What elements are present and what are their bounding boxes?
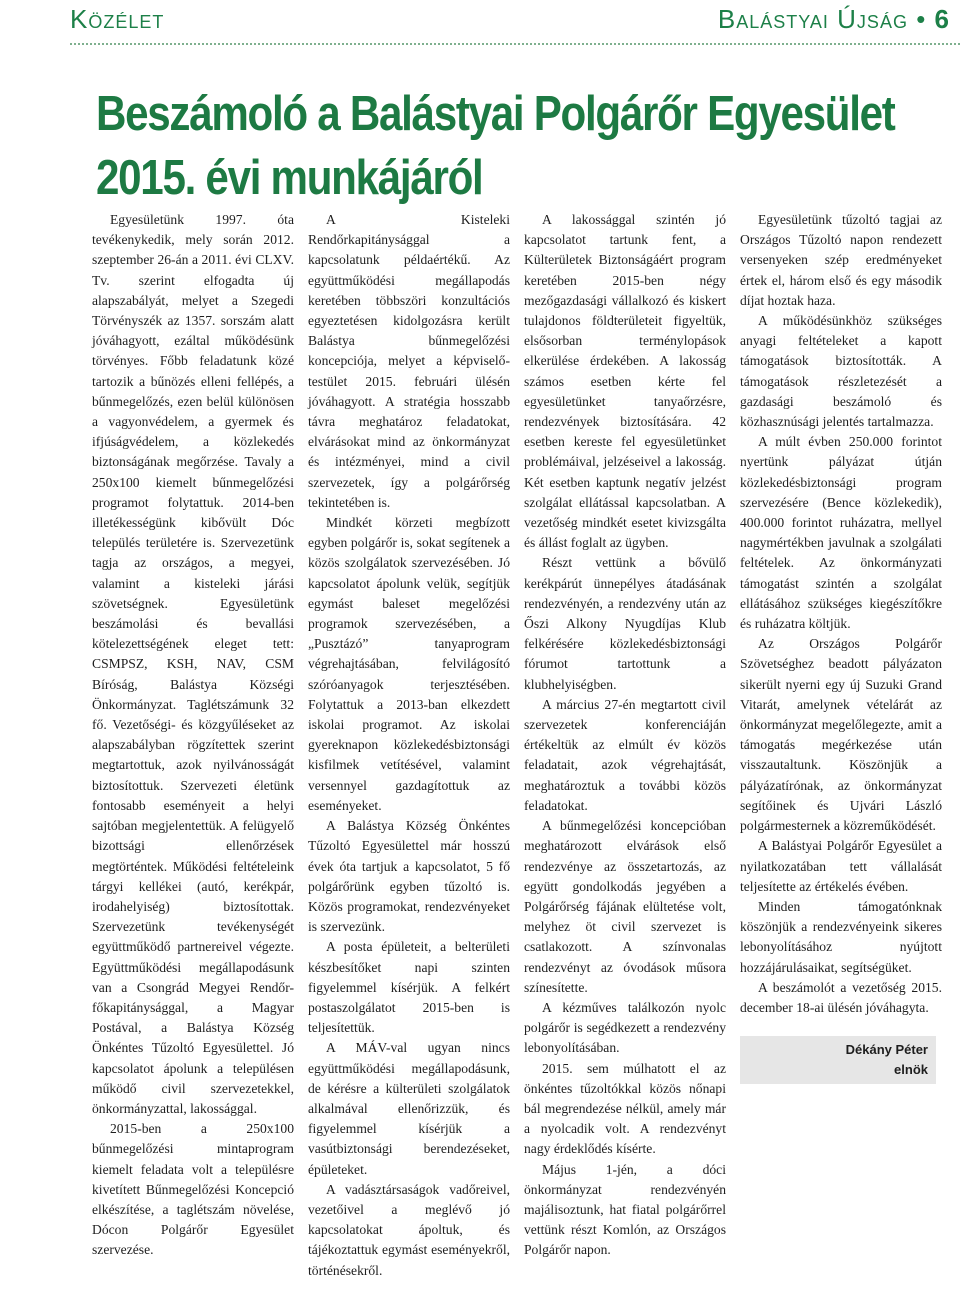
paragraph: 2015. sem múlhatott el az önkéntes tűzoltókkal közös nőnapi bál megrendezése nélkül, amely már a nyolcadik volt. A rendezvényt nagy érdeklődés kísérte.	[524, 1060, 726, 1157]
signature-role: elnök	[894, 1062, 928, 1078]
signature-box	[740, 1036, 936, 1084]
paragraph: A bűnmegelőzési koncepcióban meghatározott elvárások első rendezvénye az összetartozás, az együtt gondolkodás jegyében a Polgárőrség fájának elültetése volt, melyhez öt civil szervezet is csatlakozott. A színvonalas rendezvényt az óvodások műsora színesítette.	[524, 818, 726, 995]
signature-name: Dékány Péter	[845, 1042, 928, 1058]
paragraph: A Balástyai Polgárőr Egyesület a nyilatkozatában tett vállalását teljesítette az értékelés évében.	[740, 838, 942, 894]
paragraph: A működésünkhöz szükséges anyagi feltételeket a kapott támogatások biztosították. A támogatások részletezését a gazdasági beszámoló és közhasznúsági jelentés tartalmazza.	[740, 313, 942, 430]
header-rule	[70, 43, 960, 45]
paragraph: A posta épületeit, a belterületi készbesítőket napi szinten figyelemmel kísérjük. A felkért postaszolgálatot 2015-ben is teljesítettük.	[308, 939, 510, 1036]
paragraph: A beszámolót a vezetőség 2015. december 18-ai ülésén jóváhagyta.	[740, 979, 942, 1015]
paragraph: A március 27-én megtartott civil szervezetek konferenciáján értékeltük az elmúlt év közös feladatait, azok végrehajtását, meghatároztuk a további közös feladatokat.	[524, 696, 726, 813]
paragraph: 2015-ben a 250x100 bűnmegelőzési mintaprogram kiemelt feladata volt a településre kivetített Bűnmegelőzési Koncepció elkészítése, a taglétszám növelése, Dócon Polgárőr Egyesület szervezése.	[92, 1121, 294, 1258]
article-title-line-2: 2015. évi munkájáról	[96, 151, 483, 205]
paragraph: Minden támogatónknak köszönjük a rendezvényeink sikeres lebonyolításához nyújtott hozzájárulásaikat, segítségüket.	[740, 898, 942, 975]
paragraph: Egyesületünk 1997. óta tevékenykedik, mely során 2012. szeptember 26-án a 2011. évi CLXV. Tv. szerint elfogadta új alapszabályát, melyet a Szegedi Törvényszék az 1357. sorszám alatt jóváhagyott, ezáltal működésünk törvényes. Főbb feladatunk közé tartozik a bűnözés elleni fellépés, a bűnmegelőzés, ezen belül különösen a vagyonvédelem, a gyermek és ifjúságvédelem, a közlekedés biztonságának megőrzése. Tavaly a 250x100 kiemelt bűnmegelőzési programot folytattuk. 2014-ben illetékességünk kibővült Dóc település területére is. Szervezetünk tagja az országos, a megyei, valamint a kisteleki járási szövetségnek. Egyesületünk beszámolási és bevallási kötelezettségének eleget tett: CSMPSZ, KSH, NAV, CSM Bíróság, Balástya Községi Önkormányzat. Taglétszámunk 32 fő. Vezetőségi- és közgyűléseket az alapszabályban rögzítettek szerint megtartottuk, azok nyilvánosságát biztosítottuk. Szervezeti életünk fontosabb eseményeit a helyi sajtóban megjelentettük. A felügyelő bizottsági ellenőrzések megtörténtek. Működési feltételeink tárgyi kellékei (autó, kerékpár, irodahelyiség) biztosítottak. Szervezetünk tevékenységét együttműködő partnereivel végezte. Együttműködési megállapodásunk van a Csongrád Megyei Rendőr-főkapitánysággal, a Magyar Postával, a Balástya Község Önkéntes Tűzoltó Egyesülettel. Jó kapcsolatot ápolunk a településen működő civil szervezetekkel, önkormányzattal, lakossággal.	[92, 212, 294, 1116]
paragraph: Mindkét körzeti megbízott egyben polgárőr is, sokat segítenek a közös szolgálatok szervezésében. Jó kapcsolatot ápolunk velük, segítjük egymást baleset megelőzési programok szervezésében, a „Pusztázó” tanyaprogram végrehajtásában, felvilágosító szóróanyagok terjesztésében. Folytattuk a 2013-ban elkezdett iskolai programot. Az iskolai gyereknapon közlekedésbiztonsági kisfilmek vetítésével, valamint versennyel gazdagítottuk az eseményeket.	[308, 515, 510, 813]
article-title-line-1: Beszámoló a Balástyai Polgárőr Egyesület	[96, 87, 895, 141]
paragraph: A vadásztársaságok vadőreivel, vezetőivel a meglévő jó kapcsolatokat ápoltuk, és tájékoztattuk egymást eseményekről, történésekről.	[308, 1181, 510, 1278]
paragraph: A Kisteleki Rendőrkapitánysággal a kapcsolatunk példaértékű. Az együttműködési megállapodás keretében többszöri konzultációs egyeztetésen kidolgozásra került Balástya bűnmegelőzési koncepciója, melyet a képviselő-testület 2015. februári ülésén jóváhagyott. A stratégia hosszabb távra meghatároz feladatokat, elvárásokat mind az önkormányzat és intézményei, mind a civil szervezetek, így a polgárőrség tekintetében is.	[308, 212, 510, 510]
paragraph: A múlt évben 250.000 forintot nyertünk pályázat útján közlekedésbiztonsági program szervezésére (Bence közlekedik), 400.000 forintot ruházatra, mellyel nagymértékben javulnak a szolgálati feltételek. Az önkormányzati támogatást szintén a szolgálat ellátásához szükséges kiegészítőkre és ruházatra költjük.	[740, 434, 942, 632]
paragraph: A MÁV-val ugyan nincs együttműködési megállapodásunk, de kérésre a külterületi szolgálatok alkalmával ellenőrizzük, és figyelemmel kísérjük a vasútbiztonsági berendezéseket, épületeket.	[308, 1040, 510, 1177]
publication-info	[718, 4, 950, 35]
paragraph: A lakossággal szintén jó kapcsolatot tartunk fent, a Külterületek Biztonságáért program keretében 2015-ben négy mezőgazdasági vállalkozó és kiskert tulajdonos földterületeit figyeltük, elsősorban terménylopások elkerülése érdekében. A lakosság számos esetben kérte fel egyesületünket tanyaőrzésre, rendezvények biztosítására. 42 esetben kereste fel egyesületünket problémáival, jelzéseivel a lakosság. Két esetben kaptunk negatív jelzést szolgálat ellátással kapcsolatban. A vezetőség mindkét esetet kivizsgálta és állást foglalt az ügyben.	[524, 212, 726, 551]
article-title	[96, 82, 895, 210]
paragraph: Május 1-jén, a dóci önkormányzat rendezvényén majálisoztunk, hat fiatal polgárőrrel vettünk részt Komlón, az Országos Polgárőr napon.	[524, 1161, 726, 1258]
article-body	[92, 210, 942, 1295]
paragraph: A kézműves találkozón nyolc polgárőr is segédkezett a rendezvény lebonyolításában.	[524, 999, 726, 1056]
separator-dot: •	[916, 4, 927, 34]
page-header	[70, 0, 960, 48]
section-label: Közélet	[70, 4, 165, 34]
paragraph: A Balástya Község Önkéntes Tűzoltó Egyesülettel már hosszú évek óta tartjuk a kapcsolatot, 5 fő polgárőrünk egyben tűzoltó is. Közös programokat, rendezvényeket is szervezünk.	[308, 818, 510, 935]
paragraph: Részt vettünk a bővülő kerékpárút ünnepélyes átadásának rendezvényén, a rendezvény után az Őszi Alkony Nyugdíjas Klub felkérésére közlekedésbiztonsági fórumot tartottunk a klubhelyiségben.	[524, 555, 726, 692]
paragraph: Az Országos Polgárőr Szövetséghez beadott pályázaton sikerült nyerni egy új Suzuki Grand Vitarát, amelynek vételárát az önkormányzat megelőlegezte, amit a támogatás megérkezése után visszautaltunk. Köszönjük a pályázatírónak, az önkormányzat segítőinek és Ujvári László polgármesternek a közreműködését.	[740, 636, 942, 834]
publication-name: Balástyai Újság	[717, 4, 908, 34]
paragraph: Egyesületünk tűzoltó tagjai az Országos Tűzoltó napon rendezett versenyeken szép eredményeket értek el, három első és egy második díjat hoztak haza.	[740, 212, 942, 308]
page-number: 6	[934, 4, 950, 34]
